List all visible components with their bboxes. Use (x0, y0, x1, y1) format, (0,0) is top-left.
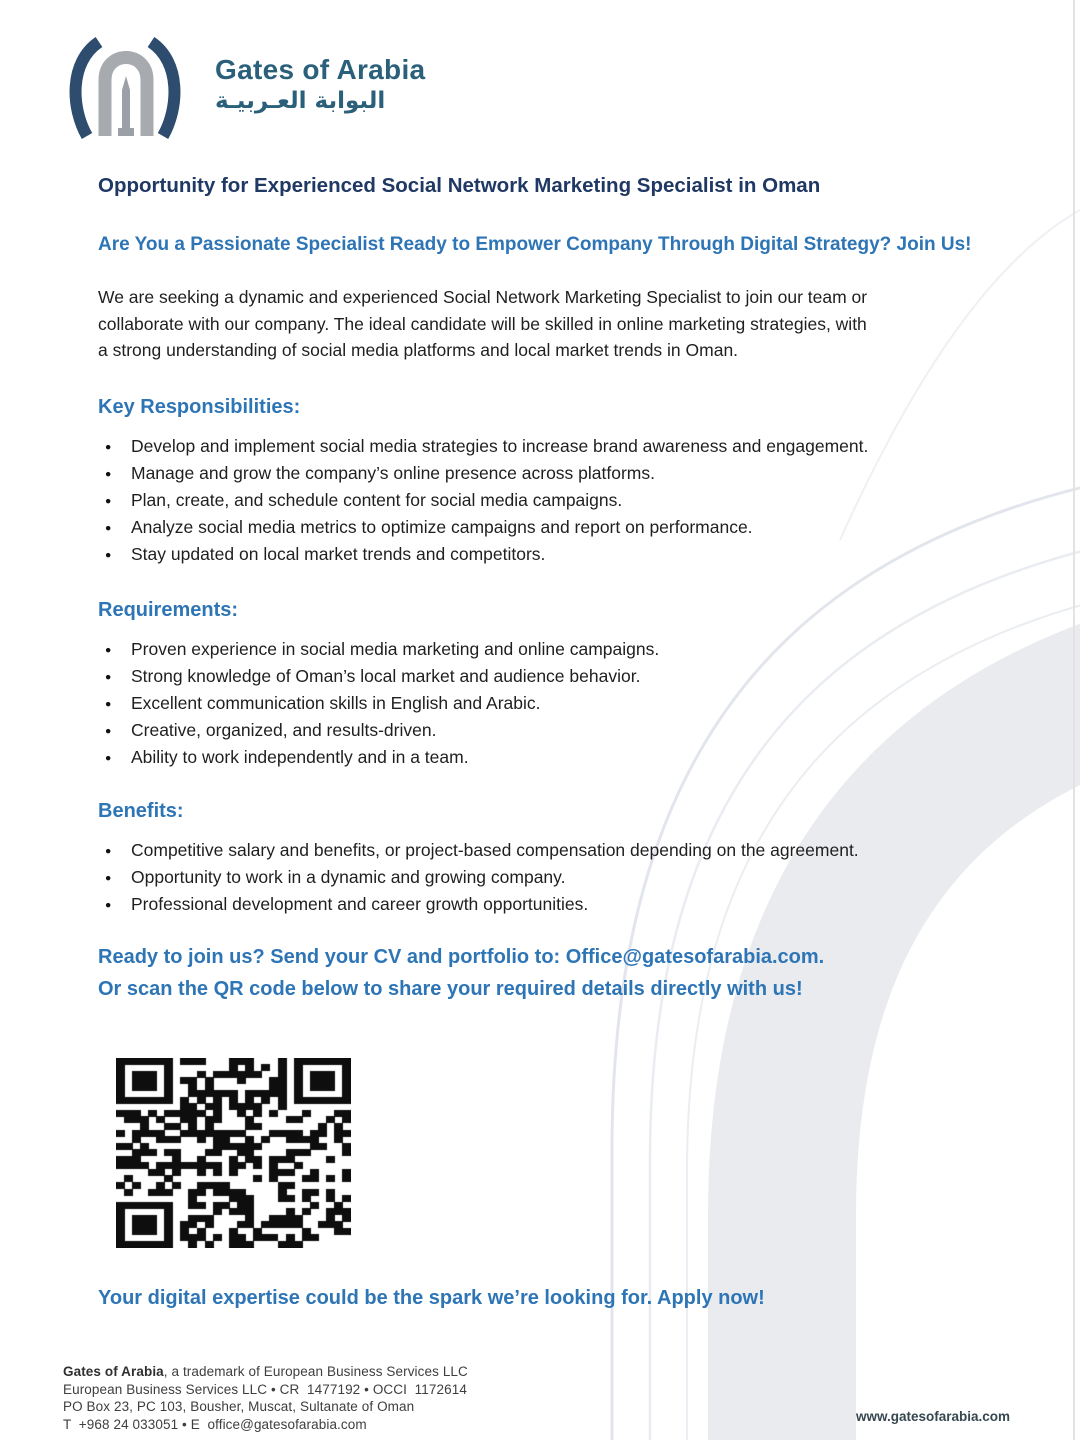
bullet-list (98, 837, 980, 918)
closing-tagline: Your digital expertise could be the spark we’re looking for. Apply now! (98, 1287, 765, 1309)
bullet-item: ● Strong knowledge of Oman’s local market and audience behavior. (131, 663, 980, 690)
bullet-item: ● Analyze social media metrics to optimize campaigns and report on performance. (131, 514, 980, 541)
footer (63, 1363, 468, 1433)
section-requirements (98, 597, 980, 771)
intro-line: a strong understanding of social media platforms and local market trends in Oman. (98, 340, 739, 360)
footer-trademark-rest: , a trademark of European Business Services LLC (163, 1364, 468, 1379)
brand-header (63, 28, 425, 142)
website-url: www.gatesofarabia.com (855, 1409, 1010, 1424)
section-heading: Requirements: (98, 599, 239, 621)
bullet-item: ● Excellent communication skills in English and Arabic. (131, 690, 980, 717)
bullet-item: ● Plan, create, and schedule content for social media campaigns. (131, 487, 980, 514)
intro-line: We are seeking a dynamic and experienced Social Network Marketing Specialist to join our team or (98, 287, 868, 307)
bullet-list (98, 433, 980, 568)
footer-registration-line: European Business Services LLC • CR 1477192 • OCCI 1172614 (63, 1381, 467, 1397)
footer-brand-name: Gates of Arabia (63, 1364, 164, 1379)
cta-line-email: Ready to join us? Send your CV and portfolio to: Office@gatesofarabia.com. (98, 946, 825, 968)
footer-address-line: PO Box 23, PC 103, Bousher, Muscat, Sultanate of Oman (63, 1399, 415, 1414)
gates-of-arabia-logo-icon (63, 28, 187, 142)
bullet-item: ● Creative, organized, and results-driven. (131, 717, 980, 744)
bullet-item: ● Develop and implement social media strategies to increase brand awareness and engagement. (131, 433, 980, 460)
bullet-item: ● Professional development and career growth opportunities. (131, 891, 980, 918)
brand-name-english: Gates of Arabia (215, 54, 426, 85)
footer-trademark-line (63, 1363, 468, 1381)
bullet-list (98, 636, 980, 771)
section-benefits (98, 798, 980, 918)
cta-line-qr: Or scan the QR code below to share your required details directly with us! (98, 978, 803, 1000)
bullet-item: ● Manage and grow the company’s online presence across platforms. (131, 460, 980, 487)
brand-name-arabic: البوابة العـربيـة (215, 88, 386, 114)
brand-wordmark (215, 54, 425, 116)
intro-line: collaborate with our company. The ideal candidate will be skilled in online marketing strategies, with (98, 313, 867, 334)
bullet-item: ● Proven experience in social media marketing and online campaigns. (131, 636, 980, 663)
qr-code-canvas (116, 1058, 351, 1248)
section-key-responsibilities (98, 394, 980, 568)
bullet-item: ● Opportunity to work in a dynamic and growing company. (131, 864, 980, 891)
section-heading: Key Responsibilities: (98, 396, 301, 418)
bullet-item: ● Competitive salary and benefits, or project-based compensation depending on the agreement. (131, 837, 980, 864)
subtitle: Are You a Passionate Specialist Ready to Empower Company Through Digital Strategy? Join Us! (98, 234, 972, 255)
footer-contact-line: T +968 24 033051 • E office@gatesofarabia.com (63, 1416, 367, 1432)
page-title: Opportunity for Experienced Social Network Marketing Specialist in Oman (98, 174, 821, 197)
bullet-item: ● Stay updated on local market trends and competitors. (131, 541, 980, 568)
section-heading: Benefits: (98, 800, 184, 822)
scan-edge-line (1073, 0, 1075, 1440)
bullet-item: ● Ability to work independently and in a team. (131, 744, 980, 771)
qr-code (108, 1050, 359, 1256)
cta-text (98, 941, 824, 1005)
intro-paragraph (98, 284, 867, 364)
